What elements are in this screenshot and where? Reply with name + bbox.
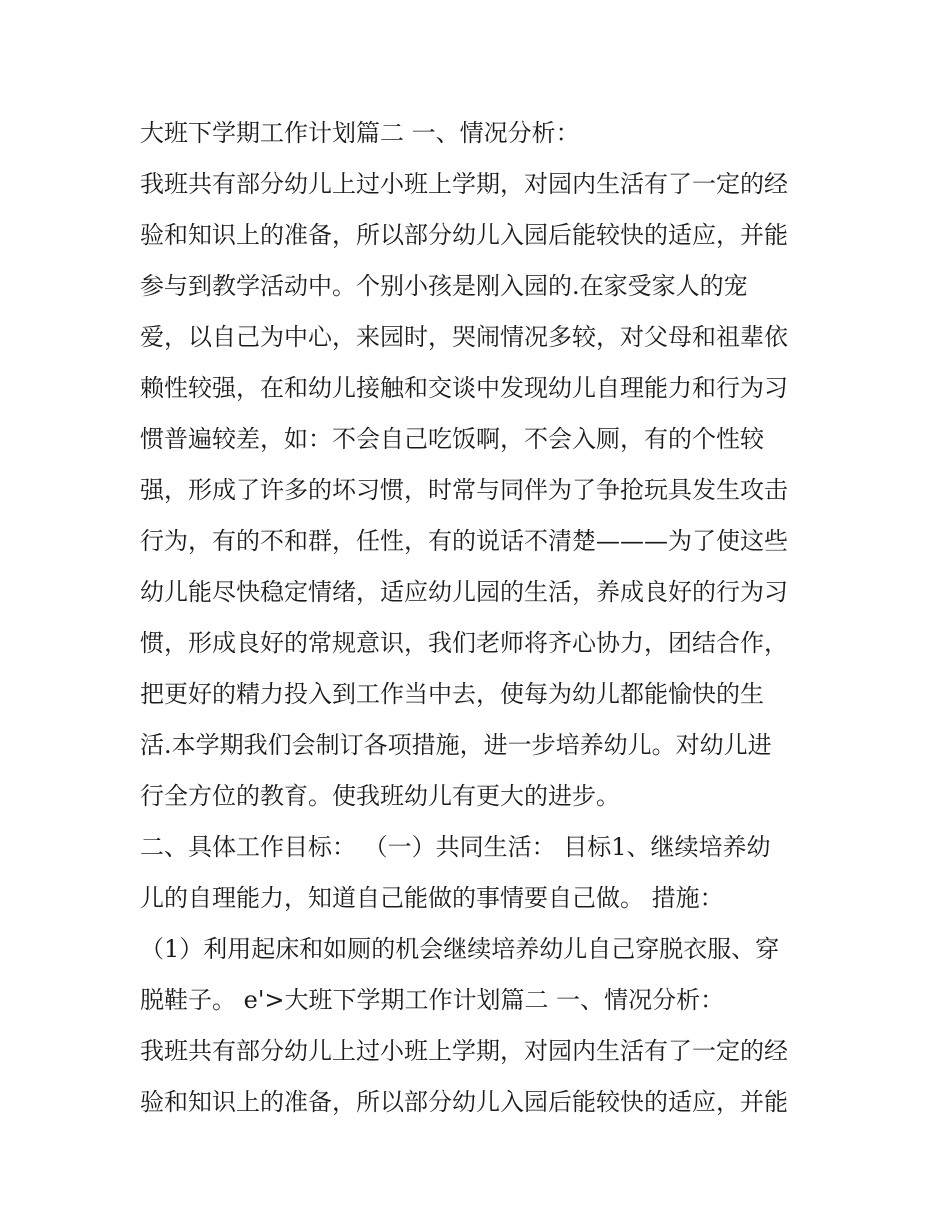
text-line: 赖性较强，在和幼儿接触和交谈中发现幼儿自理能力和行为习 [140, 374, 788, 402]
text-line: 我班共有部分幼儿上过小班上学期，对园内生活有了一定的经 [140, 1037, 788, 1065]
text-line: 参与到教学活动中。个别小孩是刚入园的.在家受家人的宠 [140, 272, 748, 300]
document-text [140, 108, 820, 1128]
text-line: 强，形成了许多的坏习惯，时常与同伴为了争抢玩具发生攻击 [140, 476, 788, 504]
text-line: 行为，有的不和群，任性，有的说话不清楚———为了使这些 [140, 527, 788, 555]
text-line: 把更好的精力投入到工作当中去，使每为幼儿都能愉快的生 [140, 680, 764, 708]
text-line: 我班共有部分幼儿上过小班上学期，对园内生活有了一定的经 [140, 170, 788, 198]
text-line: 行全方位的教育。使我班幼儿有更大的进步。 [140, 782, 620, 810]
text-line: 活.本学期我们会制订各项措施，进一步培养幼儿。对幼儿进 [140, 731, 772, 759]
text-line-title: 大班下学期工作计划篇二 一、情况分析： [140, 119, 580, 147]
text-line: 爱，以自己为中心，来园时，哭闹情况多较，对父母和祖辈依 [140, 323, 788, 351]
text-line: 验和知识上的准备，所以部分幼儿入园后能较快的适应，并能 [140, 221, 788, 249]
text-line: 脱鞋子。 e'>大班下学期工作计划篇二 一、情况分析： [140, 986, 725, 1014]
text-line: 儿的自理能力，知道自己能做的事情要自己做。 措施： [140, 884, 724, 912]
text-line: 验和知识上的准备，所以部分幼儿入园后能较快的适应，并能 [140, 1088, 788, 1116]
text-line: 惯普遍较差，如：不会自己吃饭啊，不会入厕，有的个性较 [140, 425, 764, 453]
text-line: （1）利用起床和如厕的机会继续培养幼儿自己穿脱衣服、穿 [140, 935, 780, 963]
text-line: 幼儿能尽快稳定情绪，适应幼儿园的生活，养成良好的行为习 [140, 578, 788, 606]
text-line: 惯，形成良好的常规意识，我们老师将齐心协力，团结合作， [140, 629, 788, 657]
text-line-section-heading: 二、具体工作目标： （一）共同生活： 目标1、继续培养幼 [140, 833, 771, 861]
